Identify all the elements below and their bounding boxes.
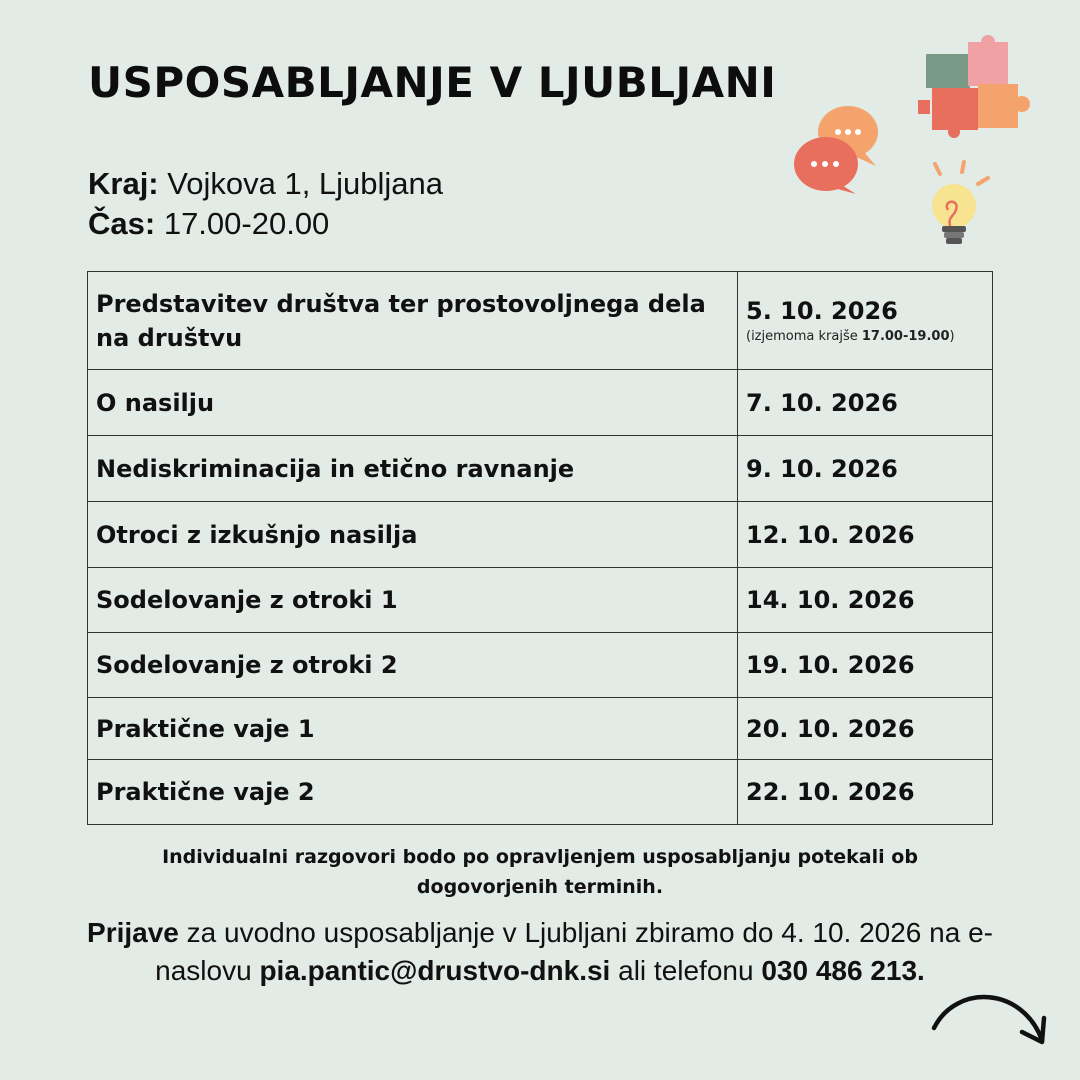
place-info [88, 166, 443, 202]
time-info [88, 206, 329, 242]
schedule-topic: Praktične vaje 2 [88, 760, 738, 825]
date-note-prefix: (izjemoma krajše [746, 329, 862, 344]
signup-text-1: za uvodno usposabljanje v Ljubljani zbiramo do 4. 10. 2026 na e-naslovu [155, 917, 993, 986]
schedule-date: 7. 10. 2026 [738, 370, 993, 436]
date-note-time: 17.00-19.00 [861, 329, 950, 344]
schedule-topic: Otroci z izkušnjo nasilja [88, 502, 738, 568]
schedule-date: 5. 10. 2026 [746, 297, 898, 325]
schedule-date: 22. 10. 2026 [738, 760, 993, 825]
signup-info [40, 914, 1040, 990]
time-value: 17.00-20.00 [163, 206, 330, 241]
page-title: USPOSABLJANJE V LJUBLJANI [88, 58, 777, 107]
schedule-row [88, 698, 993, 760]
schedule-date: 12. 10. 2026 [738, 502, 993, 568]
signup-lead: Prijave [87, 917, 179, 948]
schedule-topic: Nediskriminacija in etično ravnanje [88, 436, 738, 502]
schedule-table [87, 271, 993, 825]
curved-arrow-icon [926, 990, 1052, 1050]
schedule-row [88, 272, 993, 370]
schedule-topic: Sodelovanje z otroki 1 [88, 568, 738, 633]
schedule-date: 20. 10. 2026 [738, 698, 993, 760]
time-label: Čas: [88, 206, 156, 241]
schedule-row [88, 502, 993, 568]
schedule-row [88, 760, 993, 825]
schedule-date-cell [738, 272, 993, 370]
individual-talks-note: Individualni razgovori bodo po opravljenjem usposabljanju potekali ob dogovorjenih terminih. [162, 846, 918, 898]
speech-bubbles-icon [790, 104, 884, 198]
schedule-date: 14. 10. 2026 [738, 568, 993, 633]
schedule-row [88, 436, 993, 502]
schedule-topic: Predstavitev društva ter prostovoljnega dela na društvu [88, 272, 738, 370]
place-label: Kraj: [88, 166, 159, 201]
schedule-topic: O nasilju [88, 370, 738, 436]
schedule-topic: Praktične vaje 1 [88, 698, 738, 760]
schedule-date: 19. 10. 2026 [738, 633, 993, 698]
schedule-topic: Sodelovanje z otroki 2 [88, 633, 738, 698]
schedule-date: 9. 10. 2026 [738, 436, 993, 502]
schedule-row [88, 568, 993, 633]
signup-phone: 030 486 213. [761, 955, 925, 986]
date-note [746, 329, 992, 344]
signup-text-2: ali telefonu [610, 955, 762, 986]
place-value: Vojkova 1, Ljubljana [167, 166, 444, 201]
lightbulb-icon [918, 160, 998, 256]
puzzle-icon [918, 34, 1034, 142]
schedule-row [88, 370, 993, 436]
schedule-row [88, 633, 993, 698]
date-note-suffix: ) [949, 329, 955, 344]
signup-email: pia.pantic@drustvo-dnk.si [259, 955, 611, 986]
